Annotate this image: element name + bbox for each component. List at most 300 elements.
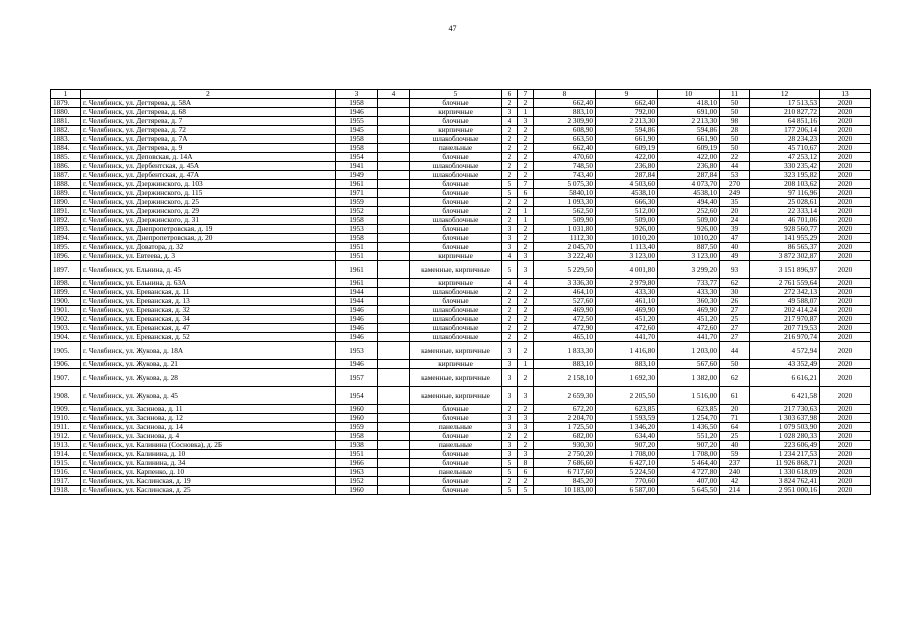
floors-cell: 3 bbox=[502, 414, 518, 423]
cost-cell: 141 955,29 bbox=[750, 234, 820, 243]
residents-cell: 59 bbox=[720, 450, 750, 459]
total-area-cell: 743,40 bbox=[534, 171, 596, 180]
cost-cell: 86 565,37 bbox=[750, 243, 820, 252]
row-number-cell: 1916. bbox=[51, 468, 81, 477]
year-built-cell: 1966 bbox=[336, 459, 378, 468]
total-area-cell: 663,50 bbox=[534, 135, 596, 144]
year-built-cell: 1958 bbox=[336, 135, 378, 144]
year-planned-cell: 2020 bbox=[820, 99, 871, 108]
row-number-cell: 1896. bbox=[51, 252, 81, 261]
residents-cell: 50 bbox=[720, 360, 750, 369]
wall-material-cell: шлакоблочные bbox=[410, 306, 502, 315]
floors-cell: 5 bbox=[502, 180, 518, 189]
col-4-cell bbox=[378, 261, 410, 279]
floors-cell: 2 bbox=[502, 162, 518, 171]
address-cell: г. Челябинск, ул. Карпенко, д. 10 bbox=[81, 468, 336, 477]
total-area-cell: 10 183,00 bbox=[534, 486, 596, 495]
living-area-cell: 1 346,20 bbox=[596, 423, 658, 432]
residential-area-cell: 3 299,20 bbox=[658, 261, 720, 279]
residential-area-cell: 1 436,50 bbox=[658, 423, 720, 432]
table-row bbox=[51, 279, 871, 288]
address-cell: г. Челябинск, ул. Калинина, д. 34 bbox=[81, 459, 336, 468]
table-row bbox=[51, 297, 871, 306]
living-area-cell: 770,60 bbox=[596, 477, 658, 486]
floors-cell: 2 bbox=[502, 171, 518, 180]
living-area-cell: 1 113,40 bbox=[596, 243, 658, 252]
residential-area-cell: 494,40 bbox=[658, 198, 720, 207]
residential-area-cell: 1 708,00 bbox=[658, 450, 720, 459]
table-row bbox=[51, 468, 871, 477]
column-header-10: 10 bbox=[658, 90, 720, 99]
year-built-cell: 1961 bbox=[336, 261, 378, 279]
year-planned-cell: 2020 bbox=[820, 441, 871, 450]
entrances-cell: 3 bbox=[518, 117, 534, 126]
address-cell: г. Челябинск, ул. Жукова, д. 21 bbox=[81, 360, 336, 369]
total-area-cell: 3 222,40 bbox=[534, 252, 596, 261]
floors-cell: 5 bbox=[502, 468, 518, 477]
table-row bbox=[51, 360, 871, 369]
wall-material-cell: блочные bbox=[410, 414, 502, 423]
entrances-cell: 5 bbox=[518, 486, 534, 495]
col-4-cell bbox=[378, 189, 410, 198]
total-area-cell: 748,50 bbox=[534, 162, 596, 171]
residents-cell: 44 bbox=[720, 342, 750, 360]
col-4-cell bbox=[378, 243, 410, 252]
table-row bbox=[51, 144, 871, 153]
wall-material-cell: панельные bbox=[410, 144, 502, 153]
year-planned-cell: 2020 bbox=[820, 459, 871, 468]
address-cell: г. Челябинск, ул. Ереванская, д. 32 bbox=[81, 306, 336, 315]
wall-material-cell: каменные, кирпичные bbox=[410, 342, 502, 360]
residential-area-cell: 3 123,00 bbox=[658, 252, 720, 261]
floors-cell: 2 bbox=[502, 135, 518, 144]
total-area-cell: 883,10 bbox=[534, 108, 596, 117]
address-cell: г. Челябинск, ул. Засинова, д. 4 bbox=[81, 432, 336, 441]
year-built-cell: 1960 bbox=[336, 486, 378, 495]
total-area-cell: 5 229,50 bbox=[534, 261, 596, 279]
floors-cell: 2 bbox=[502, 288, 518, 297]
entrances-cell: 3 bbox=[518, 423, 534, 432]
wall-material-cell: кирпичные bbox=[410, 252, 502, 261]
residential-area-cell: 5 464,40 bbox=[658, 459, 720, 468]
residential-area-cell: 252,60 bbox=[658, 207, 720, 216]
address-cell: г. Челябинск, ул. Калинина, д. 10 bbox=[81, 450, 336, 459]
entrances-cell: 2 bbox=[518, 369, 534, 387]
entrances-cell: 2 bbox=[518, 99, 534, 108]
residential-area-cell: 2 213,30 bbox=[658, 117, 720, 126]
floors-cell: 2 bbox=[502, 153, 518, 162]
cost-cell: 177 206,14 bbox=[750, 126, 820, 135]
residents-cell: 20 bbox=[720, 405, 750, 414]
residential-area-cell: 567,60 bbox=[658, 360, 720, 369]
entrances-cell: 2 bbox=[518, 171, 534, 180]
cost-cell: 323 195,82 bbox=[750, 171, 820, 180]
total-area-cell: 465,10 bbox=[534, 333, 596, 342]
total-area-cell: 662,40 bbox=[534, 99, 596, 108]
year-built-cell: 1959 bbox=[336, 423, 378, 432]
cost-cell: 64 851,16 bbox=[750, 117, 820, 126]
row-number-cell: 1902. bbox=[51, 315, 81, 324]
year-planned-cell: 2020 bbox=[820, 261, 871, 279]
table-row bbox=[51, 333, 871, 342]
residents-cell: 27 bbox=[720, 333, 750, 342]
row-number-cell: 1891. bbox=[51, 207, 81, 216]
address-cell: г. Челябинск, ул. Дзержинского, д. 29 bbox=[81, 207, 336, 216]
residential-area-cell: 469,90 bbox=[658, 306, 720, 315]
residential-area-cell: 1 382,00 bbox=[658, 369, 720, 387]
residents-cell: 62 bbox=[720, 369, 750, 387]
entrances-cell: 1 bbox=[518, 360, 534, 369]
living-area-cell: 6 587,00 bbox=[596, 486, 658, 495]
floors-cell: 2 bbox=[502, 432, 518, 441]
total-area-cell: 1 725,50 bbox=[534, 423, 596, 432]
address-cell: г. Челябинск, ул. Ереванская, д. 13 bbox=[81, 297, 336, 306]
entrances-cell: 2 bbox=[518, 162, 534, 171]
living-area-cell: 6 427,10 bbox=[596, 459, 658, 468]
table-row bbox=[51, 108, 871, 117]
year-built-cell: 1954 bbox=[336, 153, 378, 162]
total-area-cell: 662,40 bbox=[534, 144, 596, 153]
residential-area-cell: 4 073,70 bbox=[658, 180, 720, 189]
wall-material-cell: шлакоблочные bbox=[410, 324, 502, 333]
living-area-cell: 509,00 bbox=[596, 216, 658, 225]
col-4-cell bbox=[378, 153, 410, 162]
cost-cell: 28 234,23 bbox=[750, 135, 820, 144]
year-built-cell: 1958 bbox=[336, 216, 378, 225]
table-row bbox=[51, 486, 871, 495]
floors-cell: 3 bbox=[502, 243, 518, 252]
col-4-cell bbox=[378, 477, 410, 486]
floors-cell: 3 bbox=[502, 342, 518, 360]
col-4-cell bbox=[378, 207, 410, 216]
living-area-cell: 2 979,80 bbox=[596, 279, 658, 288]
wall-material-cell: блочные bbox=[410, 297, 502, 306]
living-area-cell: 1010,20 bbox=[596, 234, 658, 243]
residents-cell: 39 bbox=[720, 225, 750, 234]
col-4-cell bbox=[378, 288, 410, 297]
table-row bbox=[51, 135, 871, 144]
entrances-cell: 2 bbox=[518, 234, 534, 243]
floors-cell: 2 bbox=[502, 477, 518, 486]
wall-material-cell: кирпичные bbox=[410, 360, 502, 369]
year-built-cell: 1951 bbox=[336, 243, 378, 252]
year-built-cell: 1945 bbox=[336, 126, 378, 135]
residents-cell: 27 bbox=[720, 306, 750, 315]
year-planned-cell: 2020 bbox=[820, 108, 871, 117]
residents-cell: 61 bbox=[720, 387, 750, 405]
living-area-cell: 4 001,80 bbox=[596, 261, 658, 279]
address-cell: г. Челябинск, ул. Жукова, д. 28 bbox=[81, 369, 336, 387]
wall-material-cell: шлакоблочные bbox=[410, 162, 502, 171]
residential-area-cell: 4 727,80 bbox=[658, 468, 720, 477]
wall-material-cell: блочные bbox=[410, 459, 502, 468]
cost-cell: 1 330 618,09 bbox=[750, 468, 820, 477]
year-built-cell: 1954 bbox=[336, 387, 378, 405]
residential-area-cell: 472,60 bbox=[658, 324, 720, 333]
row-number-cell: 1894. bbox=[51, 234, 81, 243]
wall-material-cell: шлакоблочные bbox=[410, 315, 502, 324]
col-4-cell bbox=[378, 180, 410, 189]
row-number-cell: 1897. bbox=[51, 261, 81, 279]
floors-cell: 2 bbox=[502, 306, 518, 315]
year-planned-cell: 2020 bbox=[820, 279, 871, 288]
cost-cell: 1 303 637,98 bbox=[750, 414, 820, 423]
column-header-5: 5 bbox=[410, 90, 502, 99]
floors-cell: 3 bbox=[502, 441, 518, 450]
row-number-cell: 1906. bbox=[51, 360, 81, 369]
floors-cell: 3 bbox=[502, 423, 518, 432]
wall-material-cell: шлакоблочные bbox=[410, 216, 502, 225]
wall-material-cell: блочные bbox=[410, 99, 502, 108]
living-area-cell: 634,40 bbox=[596, 432, 658, 441]
column-header-6: 6 bbox=[502, 90, 518, 99]
col-4-cell bbox=[378, 225, 410, 234]
column-header-13: 13 bbox=[820, 90, 871, 99]
entrances-cell: 1 bbox=[518, 216, 534, 225]
floors-cell: 3 bbox=[502, 450, 518, 459]
cost-cell: 46 701,06 bbox=[750, 216, 820, 225]
address-cell: г. Челябинск, ул. Дзержинского, д. 31 bbox=[81, 216, 336, 225]
year-planned-cell: 2020 bbox=[820, 243, 871, 252]
residential-area-cell: 287,84 bbox=[658, 171, 720, 180]
year-planned-cell: 2020 bbox=[820, 423, 871, 432]
residents-cell: 22 bbox=[720, 153, 750, 162]
entrances-cell: 2 bbox=[518, 441, 534, 450]
entrances-cell: 2 bbox=[518, 153, 534, 162]
table-row bbox=[51, 306, 871, 315]
cost-cell: 272 342,13 bbox=[750, 288, 820, 297]
entrances-cell: 3 bbox=[518, 450, 534, 459]
living-area-cell: 594,86 bbox=[596, 126, 658, 135]
floors-cell: 5 bbox=[502, 459, 518, 468]
col-4-cell bbox=[378, 279, 410, 288]
entrances-cell: 2 bbox=[518, 405, 534, 414]
year-planned-cell: 2020 bbox=[820, 468, 871, 477]
row-number-cell: 1885. bbox=[51, 153, 81, 162]
entrances-cell: 1 bbox=[518, 108, 534, 117]
floors-cell: 3 bbox=[502, 369, 518, 387]
cost-cell: 207 719,53 bbox=[750, 324, 820, 333]
row-number-cell: 1890. bbox=[51, 198, 81, 207]
residents-cell: 35 bbox=[720, 198, 750, 207]
row-number-cell: 1893. bbox=[51, 225, 81, 234]
row-number-cell: 1892. bbox=[51, 216, 81, 225]
address-cell: г. Челябинск, ул. Дегтярева, д. 68 bbox=[81, 108, 336, 117]
row-number-cell: 1879. bbox=[51, 99, 81, 108]
table-row bbox=[51, 342, 871, 360]
col-4-cell bbox=[378, 171, 410, 180]
table-row bbox=[51, 207, 871, 216]
wall-material-cell: блочные bbox=[410, 477, 502, 486]
floors-cell: 4 bbox=[502, 117, 518, 126]
year-built-cell: 1961 bbox=[336, 279, 378, 288]
row-number-cell: 1917. bbox=[51, 477, 81, 486]
cost-cell: 1 234 217,53 bbox=[750, 450, 820, 459]
entrances-cell: 2 bbox=[518, 144, 534, 153]
cost-cell: 1 028 280,33 bbox=[750, 432, 820, 441]
year-planned-cell: 2020 bbox=[820, 216, 871, 225]
residents-cell: 50 bbox=[720, 135, 750, 144]
cost-cell: 25 028,61 bbox=[750, 198, 820, 207]
year-planned-cell: 2020 bbox=[820, 252, 871, 261]
col-4-cell bbox=[378, 315, 410, 324]
total-area-cell: 562,50 bbox=[534, 207, 596, 216]
residents-cell: 270 bbox=[720, 180, 750, 189]
year-planned-cell: 2020 bbox=[820, 324, 871, 333]
row-number-cell: 1895. bbox=[51, 243, 81, 252]
entrances-cell: 3 bbox=[518, 414, 534, 423]
table-row bbox=[51, 459, 871, 468]
residential-area-cell: 1010,20 bbox=[658, 234, 720, 243]
year-planned-cell: 2020 bbox=[820, 234, 871, 243]
row-number-cell: 1910. bbox=[51, 414, 81, 423]
entrances-cell: 6 bbox=[518, 468, 534, 477]
row-number-cell: 1911. bbox=[51, 423, 81, 432]
year-planned-cell: 2020 bbox=[820, 288, 871, 297]
year-planned-cell: 2020 bbox=[820, 207, 871, 216]
living-area-cell: 1 692,30 bbox=[596, 369, 658, 387]
address-cell: г. Челябинск, ул. Каслинская, д. 25 bbox=[81, 486, 336, 495]
residential-area-cell: 422,00 bbox=[658, 153, 720, 162]
year-built-cell: 1958 bbox=[336, 234, 378, 243]
wall-material-cell: шлакоблочные bbox=[410, 171, 502, 180]
residents-cell: 24 bbox=[720, 216, 750, 225]
address-cell: г. Челябинск, ул. Дегтярева, д. 58А bbox=[81, 99, 336, 108]
address-cell: г. Челябинск, ул. Ереванская, д. 34 bbox=[81, 315, 336, 324]
year-planned-cell: 2020 bbox=[820, 360, 871, 369]
floors-cell: 2 bbox=[502, 207, 518, 216]
wall-material-cell: блочные bbox=[410, 180, 502, 189]
floors-cell: 2 bbox=[502, 324, 518, 333]
living-area-cell: 1 593,59 bbox=[596, 414, 658, 423]
residential-area-cell: 236,80 bbox=[658, 162, 720, 171]
table-row bbox=[51, 252, 871, 261]
table-body bbox=[51, 90, 871, 495]
table-row bbox=[51, 414, 871, 423]
residents-cell: 50 bbox=[720, 144, 750, 153]
entrances-cell: 2 bbox=[518, 225, 534, 234]
housing-register-table bbox=[50, 89, 871, 495]
total-area-cell: 845,20 bbox=[534, 477, 596, 486]
residents-cell: 53 bbox=[720, 171, 750, 180]
living-area-cell: 1 708,00 bbox=[596, 450, 658, 459]
year-planned-cell: 2020 bbox=[820, 405, 871, 414]
col-4-cell bbox=[378, 369, 410, 387]
entrances-cell: 2 bbox=[518, 135, 534, 144]
living-area-cell: 3 123,00 bbox=[596, 252, 658, 261]
address-cell: г. Челябинск, ул. Деповская, д. 14А bbox=[81, 153, 336, 162]
row-number-cell: 1912. bbox=[51, 432, 81, 441]
address-cell: г. Челябинск, ул. Дзержинского, д. 25 bbox=[81, 198, 336, 207]
address-cell: г. Челябинск, ул. Евтеева, д. 3 bbox=[81, 252, 336, 261]
cost-cell: 223 606,49 bbox=[750, 441, 820, 450]
residents-cell: 93 bbox=[720, 261, 750, 279]
cost-cell: 208 103,62 bbox=[750, 180, 820, 189]
total-area-cell: 3 336,30 bbox=[534, 279, 596, 288]
col-4-cell bbox=[378, 405, 410, 414]
col-4-cell bbox=[378, 468, 410, 477]
year-built-cell: 1941 bbox=[336, 162, 378, 171]
row-number-cell: 1901. bbox=[51, 306, 81, 315]
address-cell: г. Челябинск, ул. Дзержинского, д. 103 bbox=[81, 180, 336, 189]
address-cell: г. Челябинск, ул. Жукова, д. 18А bbox=[81, 342, 336, 360]
living-area-cell: 609,19 bbox=[596, 144, 658, 153]
floors-cell: 2 bbox=[502, 216, 518, 225]
residential-area-cell: 5 645,50 bbox=[658, 486, 720, 495]
table-row bbox=[51, 477, 871, 486]
table-row bbox=[51, 405, 871, 414]
year-built-cell: 1951 bbox=[336, 252, 378, 261]
year-built-cell: 1957 bbox=[336, 369, 378, 387]
entrances-cell: 2 bbox=[518, 432, 534, 441]
table-row bbox=[51, 198, 871, 207]
residents-cell: 25 bbox=[720, 315, 750, 324]
col-4-cell bbox=[378, 450, 410, 459]
cost-cell: 330 235,42 bbox=[750, 162, 820, 171]
col-4-cell bbox=[378, 297, 410, 306]
floors-cell: 5 bbox=[502, 261, 518, 279]
wall-material-cell: блочные bbox=[410, 153, 502, 162]
col-4-cell bbox=[378, 486, 410, 495]
cost-cell: 17 513,53 bbox=[750, 99, 820, 108]
entrances-cell: 4 bbox=[518, 279, 534, 288]
year-planned-cell: 2020 bbox=[820, 306, 871, 315]
year-built-cell: 1963 bbox=[336, 468, 378, 477]
cost-cell: 2 951 000,16 bbox=[750, 486, 820, 495]
floors-cell: 3 bbox=[502, 387, 518, 405]
wall-material-cell: шлакоблочные bbox=[410, 288, 502, 297]
cost-cell: 2 761 559,64 bbox=[750, 279, 820, 288]
address-cell: г. Челябинск, ул. Ереванская, д. 52 bbox=[81, 333, 336, 342]
page-number: 47 bbox=[448, 24, 457, 33]
total-area-cell: 2 309,90 bbox=[534, 117, 596, 126]
cost-cell: 6 421,58 bbox=[750, 387, 820, 405]
column-header-7: 7 bbox=[518, 90, 534, 99]
table-row bbox=[51, 99, 871, 108]
floors-cell: 2 bbox=[502, 315, 518, 324]
row-number-cell: 1883. bbox=[51, 135, 81, 144]
residents-cell: 26 bbox=[720, 297, 750, 306]
table-row bbox=[51, 261, 871, 279]
year-planned-cell: 2020 bbox=[820, 117, 871, 126]
column-header-8: 8 bbox=[534, 90, 596, 99]
col-4-cell bbox=[378, 432, 410, 441]
table-row bbox=[51, 369, 871, 387]
total-area-cell: 5 075,30 bbox=[534, 180, 596, 189]
year-built-cell: 1946 bbox=[336, 324, 378, 333]
col-4-cell bbox=[378, 162, 410, 171]
year-planned-cell: 2020 bbox=[820, 450, 871, 459]
column-header-2: 2 bbox=[81, 90, 336, 99]
entrances-cell: 2 bbox=[518, 324, 534, 333]
row-number-cell: 1882. bbox=[51, 126, 81, 135]
entrances-cell: 3 bbox=[518, 261, 534, 279]
row-number-cell: 1880. bbox=[51, 108, 81, 117]
col-4-cell bbox=[378, 252, 410, 261]
total-area-cell: 7 686,60 bbox=[534, 459, 596, 468]
residential-area-cell: 1 516,00 bbox=[658, 387, 720, 405]
total-area-cell: 6 717,60 bbox=[534, 468, 596, 477]
total-area-cell: 672,20 bbox=[534, 405, 596, 414]
residential-area-cell: 691,00 bbox=[658, 108, 720, 117]
col-4-cell bbox=[378, 99, 410, 108]
year-planned-cell: 2020 bbox=[820, 315, 871, 324]
living-area-cell: 907,20 bbox=[596, 441, 658, 450]
table-row bbox=[51, 162, 871, 171]
floors-cell: 3 bbox=[502, 225, 518, 234]
wall-material-cell: блочные bbox=[410, 207, 502, 216]
col-4-cell bbox=[378, 342, 410, 360]
